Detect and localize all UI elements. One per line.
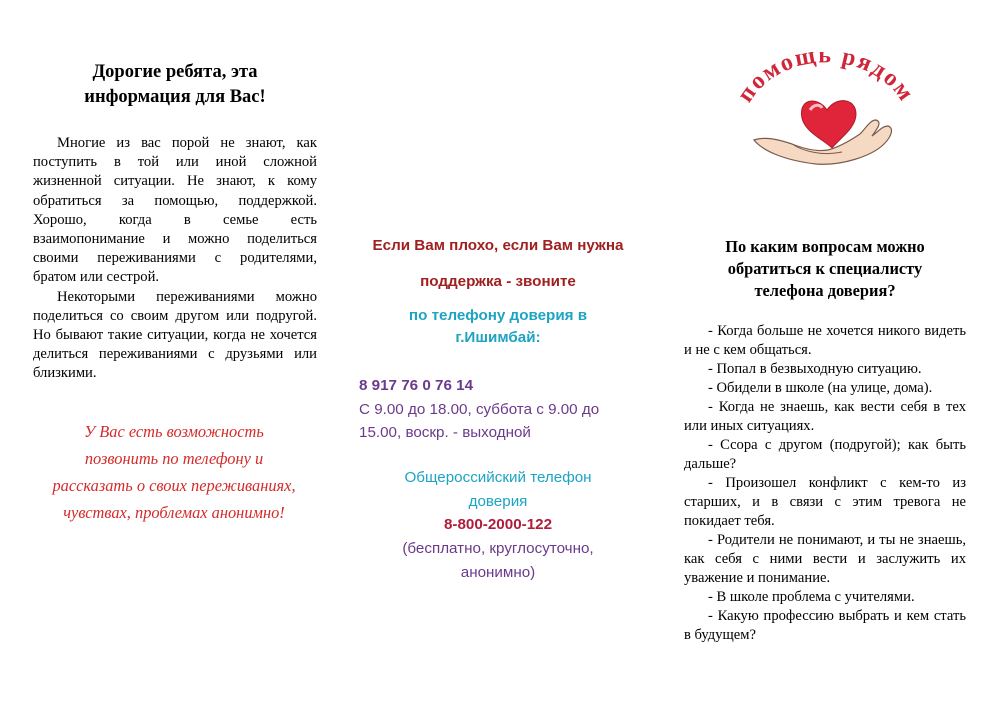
national-note-line: (бесплатно, круглосуточно,: [402, 540, 594, 557]
local-phone-block: [359, 374, 644, 445]
local-phone[interactable]: 8 917 76 0 76 14: [359, 377, 474, 394]
left-title: [33, 60, 317, 110]
hours-line: 15.00, воскр. - выходной: [359, 424, 531, 441]
questions-list: [684, 322, 966, 645]
national-note-line: анонимно): [460, 564, 536, 581]
right-title-line: По каким вопросам можно: [725, 237, 925, 256]
left-callout-line: рассказать о своих переживаниях,: [52, 476, 296, 495]
national-line-2: доверия: [468, 493, 528, 510]
list-item: - Какую профессию выбрать и кем стать в будущем?: [684, 608, 966, 643]
left-callout: [29, 418, 319, 526]
list-item: - Попал в безвыходную ситуацию.: [708, 361, 922, 377]
list-item: - Ссора с другом (подругой); как быть дальше?: [684, 437, 966, 472]
left-callout-line: позвонить по телефону и: [84, 449, 264, 468]
list-item: - Обидели в школе (на улице, дома).: [708, 380, 933, 396]
logo: [732, 52, 922, 180]
left-body: [33, 134, 317, 384]
logo-graphic: [732, 52, 922, 180]
national-phone[interactable]: 8-800-2000-122: [443, 516, 553, 533]
help-city: г.Ишимбай:: [455, 329, 541, 346]
left-callout-line: У Вас есть возможность: [84, 422, 264, 441]
list-item: - Когда не знаешь, как вести себя в тех или иных ситуациях.: [684, 399, 966, 434]
help-line-2: поддержка - звоните: [420, 273, 576, 290]
left-paragraph: Многие из вас порой не знают, как поступить в той или иной сложной жизненной ситуации. Не знают, к кому обратиться за помощью, поддержкой. Хорошо, когда в семье есть взаимопонимание и можно поделиться своими переживаниями с родителями, братом или сестрой.: [33, 135, 317, 286]
help-line-1: Если Вам плохо, если Вам нужна: [372, 237, 624, 254]
right-title-line: обратиться к специалисту: [727, 259, 923, 278]
left-title-line: информация для Вас!: [84, 87, 266, 107]
help-line-3: по телефону доверия в: [408, 307, 588, 324]
left-callout-line: чувствах, проблемах анонимно!: [63, 503, 285, 522]
logo-text: помощь рядом: [732, 52, 920, 108]
list-item: - Произошел конфликт с кем-то из старших, и в связи с этим тревога не покидает тебя.: [684, 475, 966, 529]
national-line-1: Общероссийский телефон: [404, 469, 592, 486]
list-item: - В школе проблема с учителями.: [708, 589, 915, 605]
list-item: - Когда больше не хочется никого видеть и не с кем общаться.: [684, 323, 966, 358]
left-title-line: Дорогие ребята, эта: [92, 62, 258, 82]
right-title-line: телефона доверия?: [754, 281, 896, 300]
list-item: - Родители не понимают, и ты не знаешь, как себя с ними вести и заслужить их уважение и понимание.: [684, 532, 966, 586]
right-title: [684, 236, 966, 302]
left-paragraph: Некоторыми переживаниями можно поделиться со своим другом или подругой. Но бывают такие ситуации, когда не хочется делиться переживаниями с друзьями или близкими.: [33, 288, 317, 382]
hours-line: С 9.00 до 18.00, суббота с 9.00 до: [359, 400, 600, 418]
